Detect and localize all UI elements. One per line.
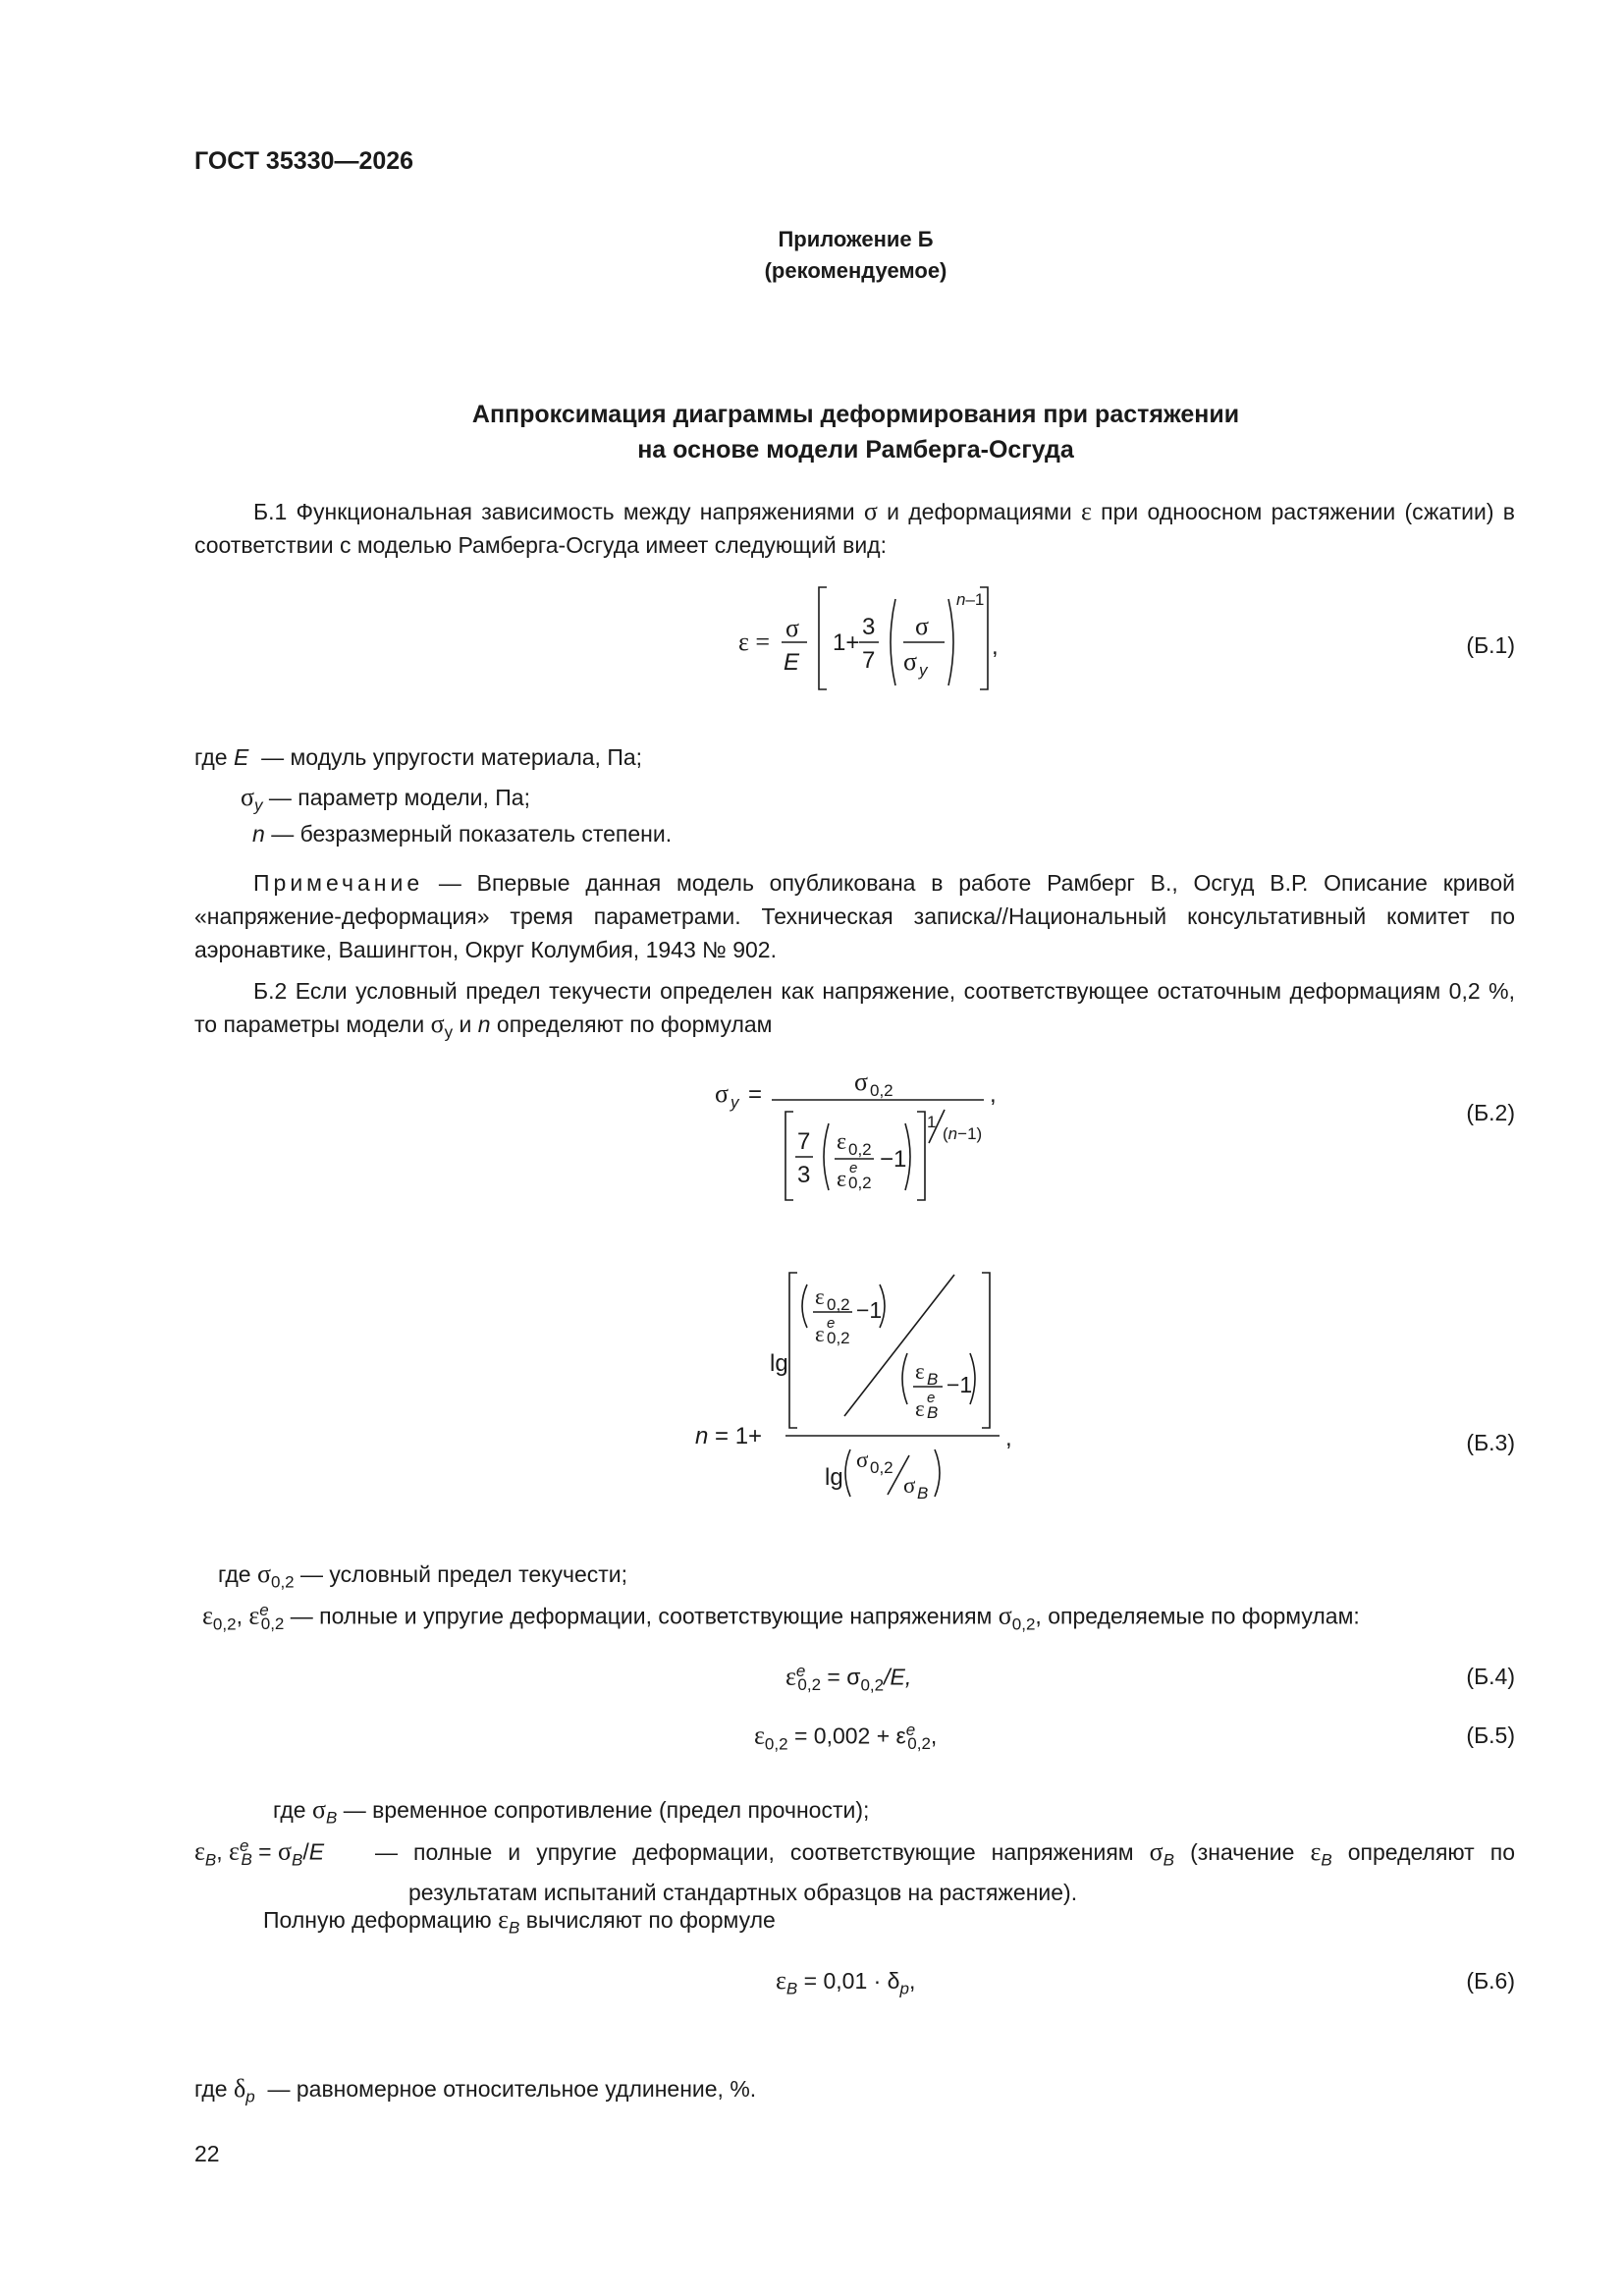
svg-text:σ: σ xyxy=(903,647,918,676)
formula-b3 xyxy=(687,1263,1021,1508)
svg-text:,: , xyxy=(990,1081,997,1108)
where-sigma-02-desc: — условный предел текучести; xyxy=(300,1561,628,1587)
svg-text:e: e xyxy=(849,1160,858,1176)
where-sigma-y-desc: — параметр модели, Па; xyxy=(268,785,530,810)
svg-text:B: B xyxy=(927,1403,939,1422)
eq-number-b4: (Б.4) xyxy=(1466,1664,1515,1689)
svg-text:e: e xyxy=(827,1315,836,1332)
where-prefix-3: где xyxy=(273,1797,306,1823)
svg-text:σ: σ xyxy=(785,614,800,642)
eq-number-b1: (Б.1) xyxy=(1466,632,1515,658)
eq-number-b2: (Б.2) xyxy=(1466,1100,1515,1125)
where-eps-b-desc-b: (значение xyxy=(1174,1839,1311,1865)
document-header: ГОСТ 35330—2026 xyxy=(194,147,414,175)
p2-text-b: и xyxy=(453,1011,478,1037)
paragraph-b1 xyxy=(194,495,1515,562)
svg-text:3: 3 xyxy=(862,614,876,640)
where-eps-b-desc-c: определяют по результатам испытаний стандартных образцов на растяжение). xyxy=(408,1839,1515,1905)
formula-b2 xyxy=(707,1063,1001,1210)
svg-text:,: , xyxy=(1005,1425,1012,1451)
formula-b5-rhs: = 0,002 + ε xyxy=(787,1722,906,1749)
svg-text:n = 1+: n = 1+ xyxy=(695,1423,763,1449)
svg-text:σ: σ xyxy=(915,612,930,640)
where-prefix-4: где xyxy=(194,2076,228,2102)
where-eps-02-desc-b: , определяемые по формулам: xyxy=(1035,1603,1360,1629)
p2-text-a: Б.2 Если условный предел текучести определен как напряжение, соответствующее остаточным деформациям 0,2 %, то параметры модели xyxy=(194,978,1515,1037)
svg-text:lg: lg xyxy=(825,1464,843,1491)
eq-number-b5: (Б.5) xyxy=(1466,1722,1515,1748)
svg-text:0,2: 0,2 xyxy=(848,1140,872,1159)
appendix-label: Приложение Б xyxy=(778,227,934,251)
full-strain-text-a: Полную деформацию xyxy=(263,1907,499,1933)
svg-text:n–1: n–1 xyxy=(956,590,985,609)
svg-text:σ: σ xyxy=(854,1067,869,1096)
p1-text-b: и деформациями xyxy=(877,499,1081,524)
full-strain-line: Полную деформацию $\varepsilon_B$ вычисляют по формуле xyxy=(263,1905,776,1938)
sigma-symbol: σ xyxy=(863,497,878,525)
svg-text:3: 3 xyxy=(797,1162,811,1188)
where-n-desc: — безразмерный показатель степени. xyxy=(271,821,673,847)
svg-text:0,2: 0,2 xyxy=(870,1081,893,1100)
where-eps-02: $\varepsilon_{0,2}$, $\varepsilon^e_{0,2}$ — полные и упругие деформации, соответствующие напряжениям $\sigma_{0,2}$, определяемые по формулам: xyxy=(202,1601,1360,1634)
svg-text:1+: 1+ xyxy=(833,629,860,656)
svg-text:σ: σ xyxy=(903,1473,916,1498)
svg-text:e: e xyxy=(927,1390,936,1406)
svg-text:y: y xyxy=(919,661,928,680)
svg-text:σ: σ xyxy=(715,1079,730,1108)
where-eps-b-symbols: $\varepsilon_B$, $\varepsilon^e_B = \sigma_B/E$ xyxy=(194,1836,325,1870)
where-delta-p-desc: — равномерное относительное удлинение, %. xyxy=(267,2076,757,2102)
note-paragraph xyxy=(194,866,1515,966)
where-sigma-b: где $\sigma_B$ — временное сопротивление (предел прочности); xyxy=(273,1795,870,1828)
svg-text:−1: −1 xyxy=(947,1372,973,1397)
formula-b1 xyxy=(727,579,1001,697)
svg-text:lg: lg xyxy=(770,1350,788,1377)
svg-text:=: = xyxy=(748,1081,763,1108)
where-prefix-2: где xyxy=(218,1561,251,1587)
where-eps-02-desc-a: — полные и упругие деформации, соответствующие напряжениям xyxy=(290,1603,999,1629)
svg-text:−1: −1 xyxy=(880,1146,907,1173)
note-label: Примечание xyxy=(253,870,424,896)
svg-text:0,2: 0,2 xyxy=(827,1329,850,1347)
where-eps-b-desc: — полные и упругие деформации, соответствующие напряжениям $\sigma_B$ (значение $\varepsilon_B$ определяют по результатам испытаний стандартных образцов на растяжение). xyxy=(375,1837,1515,1905)
full-strain-text-b: вычисляют по формуле xyxy=(519,1907,776,1933)
formula-b4-rhs: = σ xyxy=(821,1664,861,1690)
epsilon-symbol: ε xyxy=(1080,497,1092,525)
svg-text:ε: ε xyxy=(815,1322,825,1346)
section-title-line-1: Аппроксимация диаграммы деформирования при растяжении xyxy=(471,401,1240,428)
svg-text:1: 1 xyxy=(927,1113,937,1131)
svg-text:0,2: 0,2 xyxy=(848,1174,872,1192)
svg-text:y: y xyxy=(730,1093,739,1112)
where-e: где E — модуль упругости материала, Па; xyxy=(194,744,643,770)
svg-text:B: B xyxy=(927,1370,939,1389)
page-number: 22 xyxy=(194,2141,220,2166)
formula-b4: $\varepsilon^e_{0,2} = \sigma_{0,2}/E$, xyxy=(785,1662,912,1695)
eq-number-b6: (Б.6) xyxy=(1466,1968,1515,1994)
where-e-desc: — модуль упругости материала, Па; xyxy=(261,744,643,770)
svg-text:−1: −1 xyxy=(856,1297,883,1323)
svg-text:ε: ε xyxy=(915,1396,925,1421)
svg-text:B: B xyxy=(917,1484,929,1503)
svg-text:0,2: 0,2 xyxy=(827,1295,850,1314)
p1-text-a: Б.1 Функциональная зависимость между напряжениями xyxy=(253,499,864,524)
formula-b6: $\varepsilon_B = 0,01 \cdot \delta_p$, xyxy=(776,1966,916,1998)
svg-text:ε: ε xyxy=(915,1359,925,1384)
formula-b5: $\varepsilon_{0,2} = 0,002 + \varepsilon^e_{0,2}$, xyxy=(754,1721,938,1754)
svg-text:,: , xyxy=(992,633,999,660)
where-n: n — безразмерный показатель степени. xyxy=(252,821,673,847)
where-sigma-y: $\sigma_y$ — параметр модели, Па; xyxy=(241,783,530,815)
svg-text:σ: σ xyxy=(856,1448,869,1472)
where-delta-p: где $\delta_p$ — равномерное относительное удлинение, %. xyxy=(194,2074,757,2106)
where-sigma-b-desc: — временное сопротивление (предел прочности); xyxy=(343,1797,870,1823)
svg-text:(n−1): (n−1) xyxy=(943,1124,983,1143)
formula-b6-rhs: = 0,01 · δ xyxy=(797,1968,900,1994)
svg-text:ε: ε xyxy=(837,1129,847,1155)
formula-b4-tail: /E, xyxy=(884,1664,912,1690)
svg-text:0,2: 0,2 xyxy=(870,1458,893,1477)
appendix-status: (рекомендуемое) xyxy=(764,258,947,283)
note-text: — Впервые данная модель опубликована в работе Рамберг В., Осгуд В.Р. Описание кривой «напряжение-деформация» тремя параметрами. Техническая записка//Национальный консультативный комитет по аэронавтике, Вашингтон, Округ Колумбия, 1943 № 902. xyxy=(194,870,1515,962)
p2-text-c: определяют по формулам xyxy=(490,1011,773,1037)
where-prefix: где xyxy=(194,744,228,770)
p1-text-c: при одноосном растяжении (сжатии) в соответствии с моделью Рамберга-Осгуда имеет следующий вид: xyxy=(194,499,1515,558)
paragraph-b2: Б.2 Если условный предел текучести определен как напряжение, соответствующее остаточным деформациям 0,2 %, то параметры модели $\sigma_y$ и n определяют по формулам xyxy=(194,978,1515,1042)
eq-number-b3: (Б.3) xyxy=(1466,1430,1515,1455)
svg-text:7: 7 xyxy=(862,647,876,674)
where-eps-b-desc-a: — полные и упругие деформации, соответствующие напряжениям xyxy=(375,1839,1150,1865)
svg-text:ε =: ε = xyxy=(738,628,771,656)
svg-text:E: E xyxy=(784,649,800,676)
svg-text:ε: ε xyxy=(837,1167,847,1192)
svg-text:7: 7 xyxy=(797,1128,811,1155)
section-title-line-2: на основе модели Рамберга-Осгуда xyxy=(637,436,1074,464)
svg-text:ε: ε xyxy=(815,1285,825,1309)
where-sigma-02: где $\sigma_{0,2}$ — условный предел текучести; xyxy=(218,1559,628,1592)
